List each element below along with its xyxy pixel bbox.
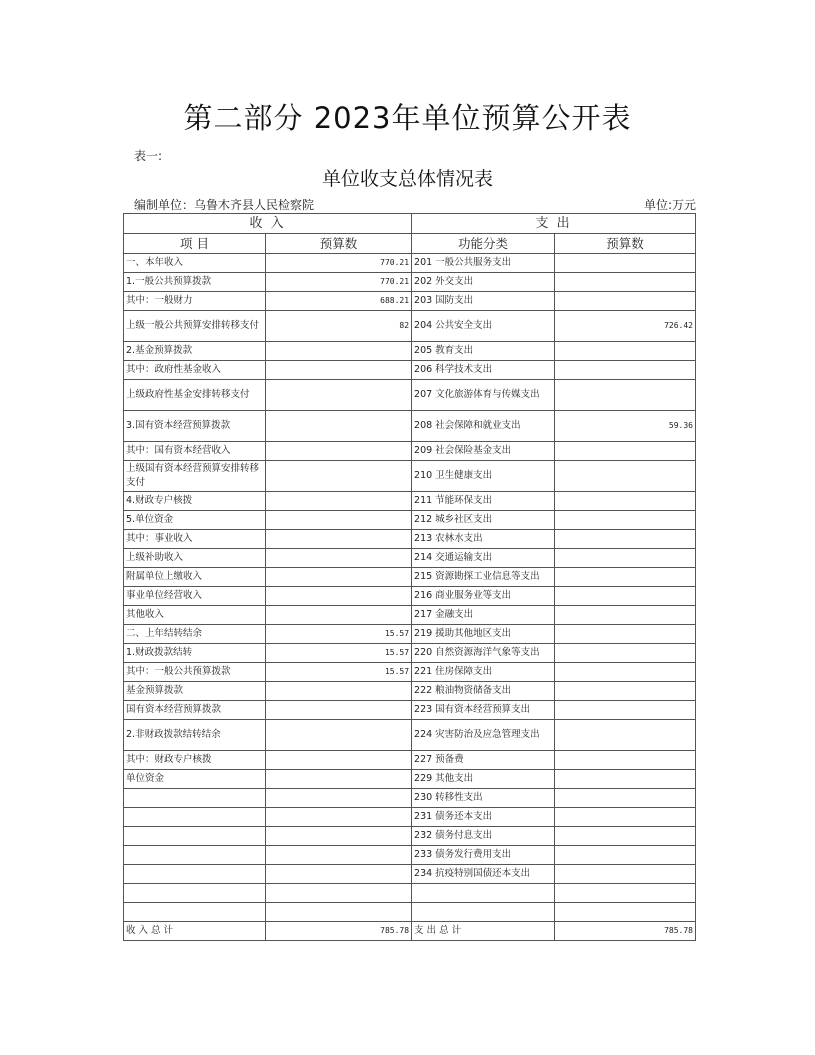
table-row <box>124 342 696 361</box>
expense-category-cell: 212 城乡社区支出 <box>412 511 555 530</box>
income-item-cell: 其中：一般财力 <box>124 292 266 311</box>
income-amount-cell <box>265 442 411 461</box>
expense-category-cell: 211 节能环保支出 <box>412 492 555 511</box>
table-row <box>124 644 696 663</box>
expense-category-cell: 220 自然资源海洋气象等支出 <box>412 644 555 663</box>
income-amount-cell <box>265 492 411 511</box>
income-amount-cell <box>265 549 411 568</box>
table-row <box>124 606 696 625</box>
income-item-cell: 1.一般公共预算拨款 <box>124 273 266 292</box>
table-row <box>124 461 696 492</box>
expense-group-header: 支 出 <box>412 214 696 234</box>
income-item-cell: 其中：事业收入 <box>124 530 266 549</box>
income-amount-cell <box>265 380 411 411</box>
income-item-cell: 上级补助收入 <box>124 549 266 568</box>
expense-category-cell: 210 卫生健康支出 <box>412 461 555 492</box>
income-amount-cell <box>265 530 411 549</box>
income-item-cell: 一、本年收入 <box>124 254 266 273</box>
expense-category-cell: 221 住房保障支出 <box>412 663 555 682</box>
income-amount-cell <box>265 511 411 530</box>
expense-amount-cell <box>555 492 696 511</box>
table-group-header-row <box>124 214 696 234</box>
income-item-cell: 单位资金 <box>124 770 266 789</box>
expense-amount-cell <box>555 884 696 903</box>
expense-amount-cell <box>555 273 696 292</box>
expense-category-cell: 233 债务发行费用支出 <box>412 846 555 865</box>
table-row <box>124 442 696 461</box>
table-row <box>124 568 696 587</box>
expense-category-cell: 222 粮油物资储备支出 <box>412 682 555 701</box>
expense-amount-cell <box>555 701 696 720</box>
expense-amount-cell <box>555 770 696 789</box>
income-item-cell: 上级国有资本经营预算安排转移支付 <box>124 461 266 492</box>
income-amount-cell <box>265 865 411 884</box>
income-amount-cell: 785.78 <box>265 922 411 941</box>
income-amount-cell <box>265 701 411 720</box>
table-row <box>124 720 696 751</box>
expense-amount-cell <box>555 846 696 865</box>
expense-amount-cell <box>555 361 696 380</box>
expense-amount-cell <box>555 606 696 625</box>
income-amount-cell <box>265 587 411 606</box>
income-item-cell: 其中：一般公共预算拨款 <box>124 663 266 682</box>
column-header-expense-budget: 预算数 <box>555 234 696 254</box>
table-row <box>124 361 696 380</box>
income-item-cell <box>124 789 266 808</box>
table-row <box>124 292 696 311</box>
expense-amount-cell <box>555 549 696 568</box>
income-item-cell: 其他收入 <box>124 606 266 625</box>
expense-category-cell: 230 转移性支出 <box>412 789 555 808</box>
expense-amount-cell: 726.42 <box>555 311 696 342</box>
income-amount-cell: 770.21 <box>265 273 411 292</box>
table-row <box>124 846 696 865</box>
table-row <box>124 549 696 568</box>
expense-amount-cell <box>555 254 696 273</box>
income-amount-cell: 15.57 <box>265 644 411 663</box>
income-item-cell: 收 入 总 计 <box>124 922 266 941</box>
income-item-cell: 国有资本经营预算拨款 <box>124 701 266 720</box>
income-amount-cell <box>265 770 411 789</box>
income-item-cell: 5.单位资金 <box>124 511 266 530</box>
expense-amount-cell <box>555 587 696 606</box>
expense-category-cell <box>412 903 555 922</box>
expense-category-cell: 217 金融支出 <box>412 606 555 625</box>
column-header-item: 项 目 <box>124 234 266 254</box>
income-item-cell: 其中：国有资本经营收入 <box>124 442 266 461</box>
income-item-cell: 2.非财政拨款结转结余 <box>124 720 266 751</box>
income-amount-cell: 688.21 <box>265 292 411 311</box>
expense-amount-cell: 59.36 <box>555 411 696 442</box>
page-title: 第二部分 2023年单位预算公开表 <box>183 101 632 135</box>
expense-amount-cell: 785.78 <box>555 922 696 941</box>
expense-amount-cell <box>555 827 696 846</box>
income-item-cell: 事业单位经营收入 <box>124 587 266 606</box>
income-amount-cell <box>265 846 411 865</box>
income-amount-cell <box>265 361 411 380</box>
income-item-cell: 其中：政府性基金收入 <box>124 361 266 380</box>
expense-category-cell: 216 商业服务业等支出 <box>412 587 555 606</box>
expense-category-cell: 234 抗疫特别国债还本支出 <box>412 865 555 884</box>
compiling-unit: 编制单位：乌鲁木齐县人民检察院 <box>134 198 315 212</box>
table-row <box>124 903 696 922</box>
table-row <box>124 884 696 903</box>
table-row <box>124 311 696 342</box>
income-amount-cell: 15.57 <box>265 663 411 682</box>
income-amount-cell: 82 <box>265 311 411 342</box>
income-item-cell: 上级一般公共预算安排转移支付 <box>124 311 266 342</box>
table-total-row <box>124 922 696 941</box>
income-item-cell <box>124 865 266 884</box>
table-row <box>124 808 696 827</box>
expense-category-cell: 227 预备费 <box>412 751 555 770</box>
expense-amount-cell <box>555 625 696 644</box>
income-amount-cell <box>265 789 411 808</box>
table-column-header-row <box>124 234 696 254</box>
expense-amount-cell <box>555 720 696 751</box>
table-row <box>124 663 696 682</box>
expense-category-cell: 213 农林水支出 <box>412 530 555 549</box>
income-amount-cell <box>265 720 411 751</box>
table-row <box>124 587 696 606</box>
expense-category-cell: 207 文化旅游体育与传媒支出 <box>412 380 555 411</box>
income-item-cell: 上级政府性基金安排转移支付 <box>124 380 266 411</box>
income-item-cell: 其中：财政专户核拨 <box>124 751 266 770</box>
currency-unit: 单位:万元 <box>643 198 696 212</box>
expense-amount-cell <box>555 682 696 701</box>
column-header-function-category: 功能分类 <box>412 234 555 254</box>
column-header-income-budget: 预算数 <box>265 234 411 254</box>
expense-amount-cell <box>555 644 696 663</box>
table-row <box>124 530 696 549</box>
income-amount-cell <box>265 568 411 587</box>
table-row <box>124 865 696 884</box>
table-row <box>124 751 696 770</box>
income-item-cell: 3.国有资本经营预算拨款 <box>124 411 266 442</box>
table-row <box>124 492 696 511</box>
expense-category-cell: 209 社会保险基金支出 <box>412 442 555 461</box>
income-amount-cell <box>265 808 411 827</box>
expense-category-cell: 203 国防支出 <box>412 292 555 311</box>
income-amount-cell <box>265 606 411 625</box>
income-amount-cell <box>265 342 411 361</box>
expense-category-cell: 208 社会保障和就业支出 <box>412 411 555 442</box>
table-row <box>124 380 696 411</box>
table-row <box>124 770 696 789</box>
table-row <box>124 254 696 273</box>
income-amount-cell <box>265 461 411 492</box>
income-item-cell: 1.财政拨款结转 <box>124 644 266 663</box>
table-row <box>124 682 696 701</box>
table-row <box>124 411 696 442</box>
income-item-cell: 二、上年结转结余 <box>124 625 266 644</box>
income-amount-cell <box>265 827 411 846</box>
expense-amount-cell <box>555 292 696 311</box>
table-row <box>124 625 696 644</box>
income-amount-cell <box>265 411 411 442</box>
income-item-cell <box>124 903 266 922</box>
income-amount-cell <box>265 903 411 922</box>
expense-category-cell: 231 债务还本支出 <box>412 808 555 827</box>
income-item-cell <box>124 808 266 827</box>
expense-amount-cell <box>555 789 696 808</box>
expense-amount-cell <box>555 442 696 461</box>
table-number: 表一: <box>134 149 163 163</box>
expense-category-cell: 215 资源勘探工业信息等支出 <box>412 568 555 587</box>
table-title: 单位收支总体情况表 <box>321 168 493 190</box>
expense-amount-cell <box>555 380 696 411</box>
budget-table <box>123 213 696 941</box>
expense-category-cell: 232 债务付息支出 <box>412 827 555 846</box>
income-amount-cell <box>265 751 411 770</box>
expense-amount-cell <box>555 568 696 587</box>
expense-amount-cell <box>555 461 696 492</box>
income-amount-cell: 15.57 <box>265 625 411 644</box>
expense-category-cell: 202 外交支出 <box>412 273 555 292</box>
income-item-cell <box>124 884 266 903</box>
expense-category-cell: 205 教育支出 <box>412 342 555 361</box>
expense-category-cell: 224 灾害防治及应急管理支出 <box>412 720 555 751</box>
table-row <box>124 273 696 292</box>
table-row <box>124 511 696 530</box>
income-item-cell: 2.基金预算拨款 <box>124 342 266 361</box>
expense-amount-cell <box>555 751 696 770</box>
expense-amount-cell <box>555 530 696 549</box>
expense-category-cell: 219 援助其他地区支出 <box>412 625 555 644</box>
expense-amount-cell <box>555 808 696 827</box>
expense-amount-cell <box>555 663 696 682</box>
income-item-cell <box>124 827 266 846</box>
income-group-header: 收 入 <box>124 214 412 234</box>
income-amount-cell <box>265 884 411 903</box>
income-item-cell: 附属单位上缴收入 <box>124 568 266 587</box>
expense-amount-cell <box>555 865 696 884</box>
expense-category-cell: 支 出 总 计 <box>412 922 555 941</box>
expense-amount-cell <box>555 511 696 530</box>
expense-category-cell <box>412 884 555 903</box>
income-item-cell: 基金预算拨款 <box>124 682 266 701</box>
expense-category-cell: 206 科学技术支出 <box>412 361 555 380</box>
table-row <box>124 789 696 808</box>
income-amount-cell: 770.21 <box>265 254 411 273</box>
table-row <box>124 827 696 846</box>
income-item-cell <box>124 846 266 865</box>
expense-category-cell: 214 交通运输支出 <box>412 549 555 568</box>
expense-category-cell: 229 其他支出 <box>412 770 555 789</box>
expense-amount-cell <box>555 342 696 361</box>
table-row <box>124 701 696 720</box>
expense-category-cell: 204 公共安全支出 <box>412 311 555 342</box>
expense-amount-cell <box>555 903 696 922</box>
income-item-cell: 4.财政专户核拨 <box>124 492 266 511</box>
expense-category-cell: 201 一般公共服务支出 <box>412 254 555 273</box>
income-amount-cell <box>265 682 411 701</box>
expense-category-cell: 223 国有资本经营预算支出 <box>412 701 555 720</box>
